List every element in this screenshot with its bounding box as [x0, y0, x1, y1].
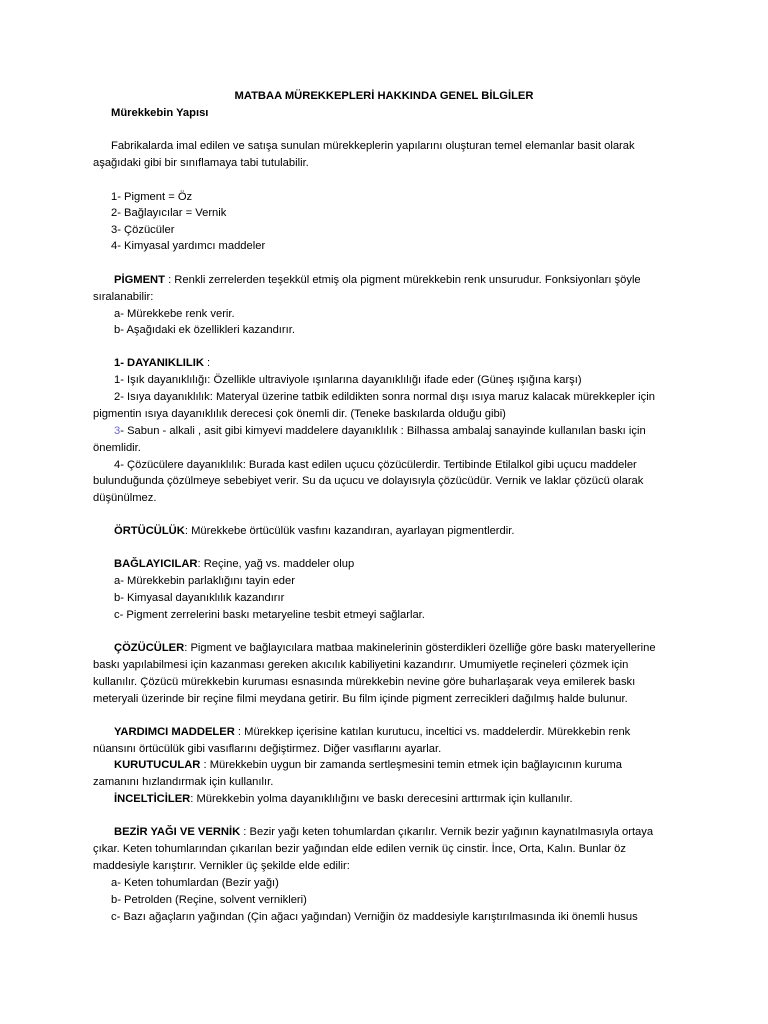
dayaniklilik-line: 2- Isıya dayanıklılık: Materyal üzerine tatbik edildikten sonra normal dışı ısıya maruz kalacak mürekkepler için: [114, 391, 655, 403]
dayaniklilik-line: bulunduğunda çözülmeye sebebiyet verir. Su da uçucu ve dolayısıyla çözücüdür. Vernik ve laklar çözücü olarak: [93, 475, 644, 487]
baglayicilar-heading: BAĞLAYICILAR: [114, 558, 198, 570]
accent-number: 3: [114, 425, 121, 437]
yardimci-line: nüansını örtücülük gibi vasıflarını değiştirmez. Diğer vasıflarını ayarlar.: [93, 743, 442, 755]
list-item: c- Bazı ağaçların yağından (Çin ağacı yağından) Verniğin öz maddesiyle karıştırılmasında iki önemli husus: [111, 911, 638, 923]
cozuculer-paragraph: ÇÖZÜCÜLER: Pigment ve bağlayıcılara matbaa makinelerinin gösterdikleri özelliğe göre baskı materyellerine: [114, 642, 656, 654]
kurutucular-paragraph: KURUTUCULAR : Mürekkebin uygun bir zamanda sertleşmesini temin etmek için bağlayıcının kuruma: [114, 759, 622, 771]
cozuculer-line: baskı yapılabilmesi için kazanması gereken akıcılık kabiliyetini kazandırır. Umumiyetle reçineleri çözmek için: [93, 659, 629, 671]
list-item: 1- Pigment = Öz: [111, 191, 193, 203]
kurutucular-heading: KURUTUCULAR: [114, 759, 201, 771]
list-item: c- Pigment zerrelerini baskı metaryeline tesbit etmeyi sağlarlar.: [114, 609, 425, 621]
intro-line-1: Fabrikalarda imal edilen ve satışa sunulan mürekkeplerin yapılarını oluşturan temel elemanlar basit olarak: [111, 140, 635, 152]
dayaniklilik-line: 4- Çözücülere dayanıklılık: Burada kast edilen uçucu çözücülerdir. Tertibinde Etilalkol gibi uçucu maddeler: [114, 459, 637, 471]
dayaniklilik-line: pigmentin ısıya dayanıklılık derecesi çok önemli dir. (Teneke baskılarda olduğu gibi): [93, 408, 506, 420]
dayaniklilik-heading-line: 1- DAYANIKLILIK :: [114, 357, 211, 369]
list-item: b- Aşağıdaki ek özellikleri kazandırır.: [114, 324, 295, 336]
dayaniklilik-heading: 1- DAYANIKLILIK: [114, 357, 204, 369]
ortuculuk-heading: ÖRTÜCÜLÜK: [114, 525, 185, 537]
cozuculer-line: kullanılır. Çözücü mürekkebin kuruması esnasında mürekkebin nevine göre buharlaşarak veya emilerek baskı: [93, 676, 636, 688]
list-item: b- Kimyasal dayanıklılık kazandırır: [114, 592, 285, 604]
inceltici-paragraph: İNCELTİCİLER: Mürekkebin yolma dayanıklılığını ve baskı derecesini arttırmak için kullanılır.: [114, 793, 573, 805]
bezir-heading: BEZİR YAĞI VE VERNİK: [114, 826, 241, 838]
list-item: 2- Bağlayıcılar = Vernik: [111, 207, 227, 219]
list-item: b- Petrolden (Reçine, solvent vernikleri): [111, 894, 307, 906]
pigment-heading: PİGMENT: [114, 274, 165, 286]
baglayicilar-paragraph: BAĞLAYICILAR: Reçine, yağ vs. maddeler olup: [114, 558, 355, 570]
cozuculer-heading: ÇÖZÜCÜLER: [114, 642, 185, 654]
yardimci-paragraph: YARDIMCI MADDELER : Mürekkep içerisine katılan kurutucu, inceltici vs. maddelerdir. Mürekkebin renk: [114, 726, 631, 738]
bezir-paragraph: BEZİR YAĞI VE VERNİK : Bezir yağı keten tohumlardan çıkarılır. Vernik bezir yağının kaynatılmasıyla ortaya: [114, 826, 654, 838]
cozuculer-line: meteryali üzerinde bir reçine filmi meydana getirir. Bu film içinde pigment zerrecikleri dağılmış halde bulunur.: [93, 693, 628, 705]
dayaniklilik-line: 1- Işık dayanıklılığı: Özellikle ultraviyole ışınlarına dayanıklılığı ifade eder (Güneş ışığına karşı): [114, 374, 582, 386]
list-item: a- Mürekkebin parlaklığını tayin eder: [114, 575, 295, 587]
list-item: 3- Çözücüler: [111, 224, 175, 236]
document-title: MATBAA MÜREKKEPLERİ HAKKINDA GENEL BİLGİLER: [234, 90, 534, 102]
pigment-line-2: sıralanabilir:: [93, 291, 154, 303]
inceltici-heading: İNCELTİCİLER: [114, 793, 191, 805]
list-item: a- Keten tohumlardan (Bezir yağı): [111, 877, 279, 889]
dayaniklilik-line: 3- Sabun - alkali , asit gibi kimyevi maddelere dayanıklılık : Bilhassa ambalaj sanayinde kullanılan baskı için: [114, 425, 646, 437]
dayaniklilik-line: düşünülmez.: [93, 492, 157, 504]
yardimci-heading: YARDIMCI MADDELER: [114, 726, 235, 738]
dayaniklilik-line: önemlidir.: [93, 442, 141, 454]
bezir-line: maddesiyle karıştırır. Vernikler üç şekilde elde edilir:: [93, 860, 350, 872]
list-item: a- Mürekkebe renk verir.: [114, 308, 235, 320]
section-subtitle: Mürekkebin Yapısı: [111, 107, 209, 119]
intro-line-2: aşağıdaki gibi bir sınıflamaya tabi tutulabilir.: [93, 157, 309, 169]
bezir-line: çıkar. Keten tohumlarından çıkarılan bezir yağından elde edilen vernik üç cinstir. İnce, Orta, Kalın. Bunlar öz: [93, 843, 626, 855]
list-item: 4- Kimyasal yardımcı maddeler: [111, 240, 266, 252]
ortuculuk-paragraph: ÖRTÜCÜLÜK: Mürekkebe örtücülük vasfını kazandıran, ayarlayan pigmentlerdir.: [114, 525, 515, 537]
kurutucular-line: zamanını hızlandırmak için kullanılır.: [93, 776, 274, 788]
pigment-paragraph: PİGMENT : Renkli zerrelerden teşekkül etmiş ola pigment mürekkebin renk unsurudur. Fonksiyonları şöyle: [114, 274, 641, 286]
